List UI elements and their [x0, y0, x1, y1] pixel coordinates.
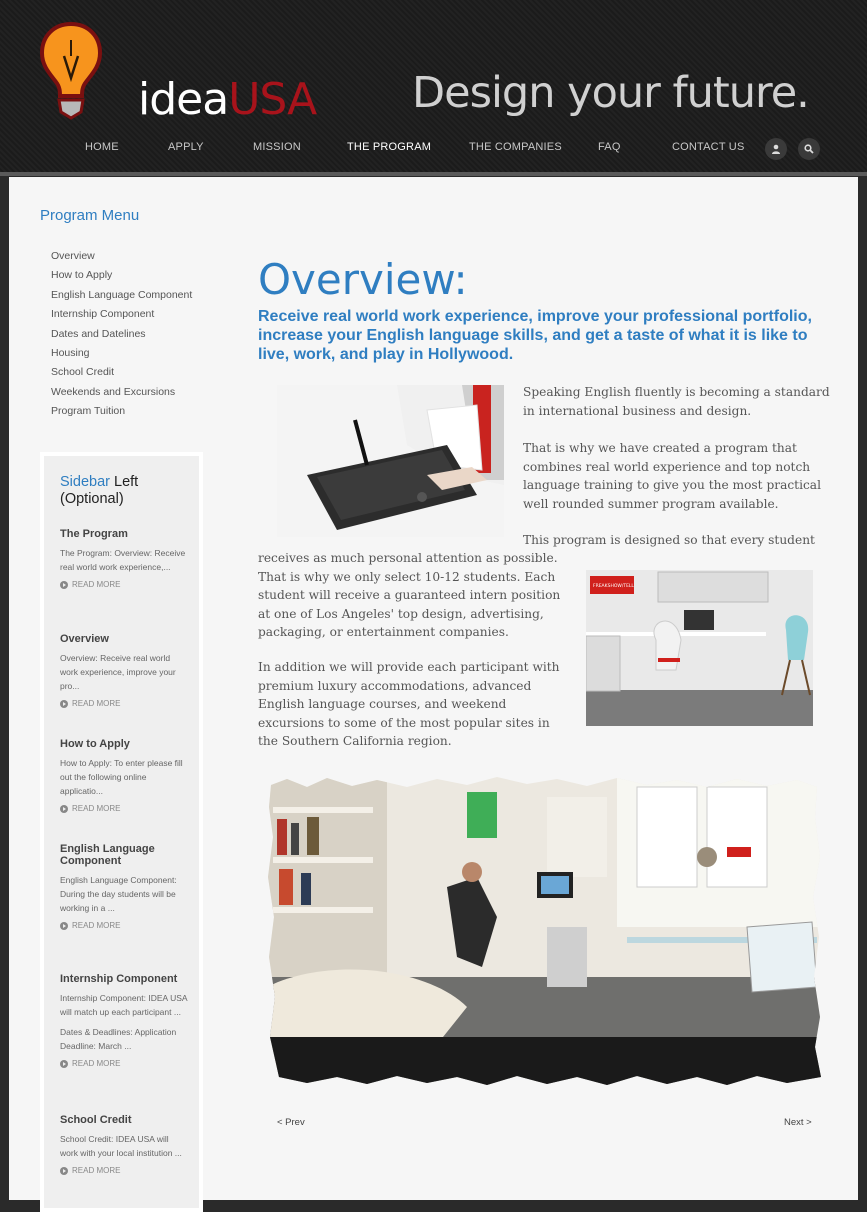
read-more-label: READ MORE [72, 921, 121, 930]
sidebar-article [60, 1114, 188, 1175]
prev-link[interactable]: < Prev [277, 1117, 305, 1128]
arrow-circle-icon [60, 1167, 68, 1175]
read-more-label: READ MORE [72, 1059, 121, 1068]
paragraph-2: That is why we have created a program that combines real world experience and top notch language training to give you the most practical well rounded summer program available. [523, 441, 821, 511]
sidebar-article-excerpt: Internship Component: IDEA USA will match up each participant ... [60, 993, 188, 1017]
sidebar-article-title[interactable]: Internship Component [60, 973, 178, 985]
menu-item-weekends[interactable]: Weekends and Excursions [51, 385, 176, 398]
sidebar-title-rest: Left (Optional) [60, 474, 139, 507]
next-link[interactable]: Next > [784, 1117, 812, 1128]
program-menu-title: Program Menu [40, 207, 140, 224]
sidebar-article-excerpt: Overview: Receive real world work experience, improve your pro... [60, 653, 176, 691]
read-more-label: READ MORE [72, 699, 121, 708]
menu-item-internship[interactable]: Internship Component [51, 308, 155, 321]
logo-wordmark [138, 74, 317, 125]
read-more-link[interactable] [60, 1059, 188, 1068]
sidebar-article [60, 843, 188, 930]
sidebar-article-title[interactable]: The Program [60, 528, 128, 540]
menu-item-tuition[interactable]: Program Tuition [51, 405, 126, 418]
read-more-label: READ MORE [72, 580, 121, 589]
tablet-photo [277, 385, 504, 537]
nav-faq[interactable]: FAQ [598, 141, 621, 153]
paragraph-1: Speaking English fluently is becoming a standard in international business and design. [523, 385, 830, 418]
nav-contact-us[interactable]: CONTACT US [672, 141, 745, 153]
sidebar-article-title[interactable]: Overview [60, 633, 109, 645]
read-more-link[interactable] [60, 921, 188, 930]
header-divider [0, 172, 867, 176]
lightbulb-icon [40, 20, 102, 120]
site-logo[interactable] [40, 20, 317, 125]
nav-mission[interactable]: MISSION [253, 141, 301, 153]
arrow-circle-icon [60, 922, 68, 930]
read-more-link[interactable] [60, 699, 188, 708]
paragraph-3-line1: This program is designed so that every student [523, 533, 815, 547]
sidebar-article [60, 973, 188, 1068]
sidebar-title [60, 474, 190, 508]
search-icon[interactable] [798, 138, 820, 160]
menu-item-school-credit[interactable]: School Credit [51, 366, 115, 379]
sidebar-left [40, 452, 203, 1212]
sidebar-article-excerpt: Dates & Deadlines: Application Deadline: March ... [60, 1027, 177, 1051]
arrow-circle-icon [60, 581, 68, 589]
nav-apply[interactable]: APPLY [168, 141, 204, 153]
menu-item-overview[interactable]: Overview [51, 250, 95, 262]
paragraph-4: In addition we will provide each participant with premium luxury accommodations, advanced English language courses, and weekend excursions to some of the most popular sites in the Southern California region. [258, 660, 560, 748]
read-more-link[interactable] [60, 804, 188, 813]
read-more-label: READ MORE [72, 804, 121, 813]
user-icon[interactable] [765, 138, 787, 160]
poster-text: FREAKSHOW/TELL [593, 584, 634, 589]
menu-item-housing[interactable]: Housing [51, 346, 90, 359]
menu-item-english-language[interactable]: English Language Component [51, 288, 193, 301]
sidebar-article [60, 528, 188, 589]
paragraph-3: receives as much personal attention as possible. That is why we only select 10-12 students. Each student will receive a guaranteed intern position at one of Los Angeles' top design, advertising, packaging, or entertainment companies. [258, 551, 561, 639]
read-more-link[interactable] [60, 580, 188, 589]
page-title: Overview: [258, 255, 468, 304]
site-header [0, 0, 867, 176]
main-panel [9, 177, 858, 1200]
sidebar-article-title[interactable]: School Credit [60, 1114, 132, 1126]
sidebar-article [60, 633, 188, 708]
studio-photo [267, 777, 822, 1087]
read-more-link[interactable] [60, 1166, 188, 1175]
sidebar-article-title[interactable]: How to Apply [60, 738, 130, 750]
arrow-circle-icon [60, 700, 68, 708]
sidebar-article-excerpt: How to Apply: To enter please fill out the following online applicatio... [60, 758, 183, 796]
read-more-label: READ MORE [72, 1166, 121, 1175]
page-subtitle: Receive real world work experience, improve your professional portfolio, increase your English language skills, and get a taste of what it is like to live, work, and play in Hollywood. [258, 308, 812, 363]
nav-the-companies[interactable]: THE COMPANIES [469, 141, 562, 153]
arrow-circle-icon [60, 1060, 68, 1068]
sidebar-article-excerpt: English Language Component: During the day students will be working in a ... [60, 875, 177, 913]
menu-item-how-to-apply[interactable]: How to Apply [51, 269, 113, 282]
program-menu [51, 249, 192, 424]
sidebar-title-blue: Sidebar [60, 474, 110, 490]
sidebar-article-excerpt: The Program: Overview: Receive real world work experience,... [60, 548, 186, 572]
logo-part2: USA [228, 74, 317, 125]
sidebar-article [60, 738, 188, 813]
logo-part1: idea [138, 74, 229, 125]
tagline: Design your future. [412, 68, 809, 118]
sidebar-article-excerpt: School Credit: IDEA USA will work with your local institution ... [60, 1134, 182, 1158]
sidebar-article-title[interactable]: English Language Component [60, 843, 155, 867]
arrow-circle-icon [60, 805, 68, 813]
office-desk-photo [586, 570, 813, 726]
nav-home[interactable]: HOME [85, 141, 119, 153]
nav-the-program[interactable]: THE PROGRAM [347, 141, 432, 153]
main-nav [0, 138, 867, 160]
menu-item-dates[interactable]: Dates and Datelines [51, 327, 146, 340]
